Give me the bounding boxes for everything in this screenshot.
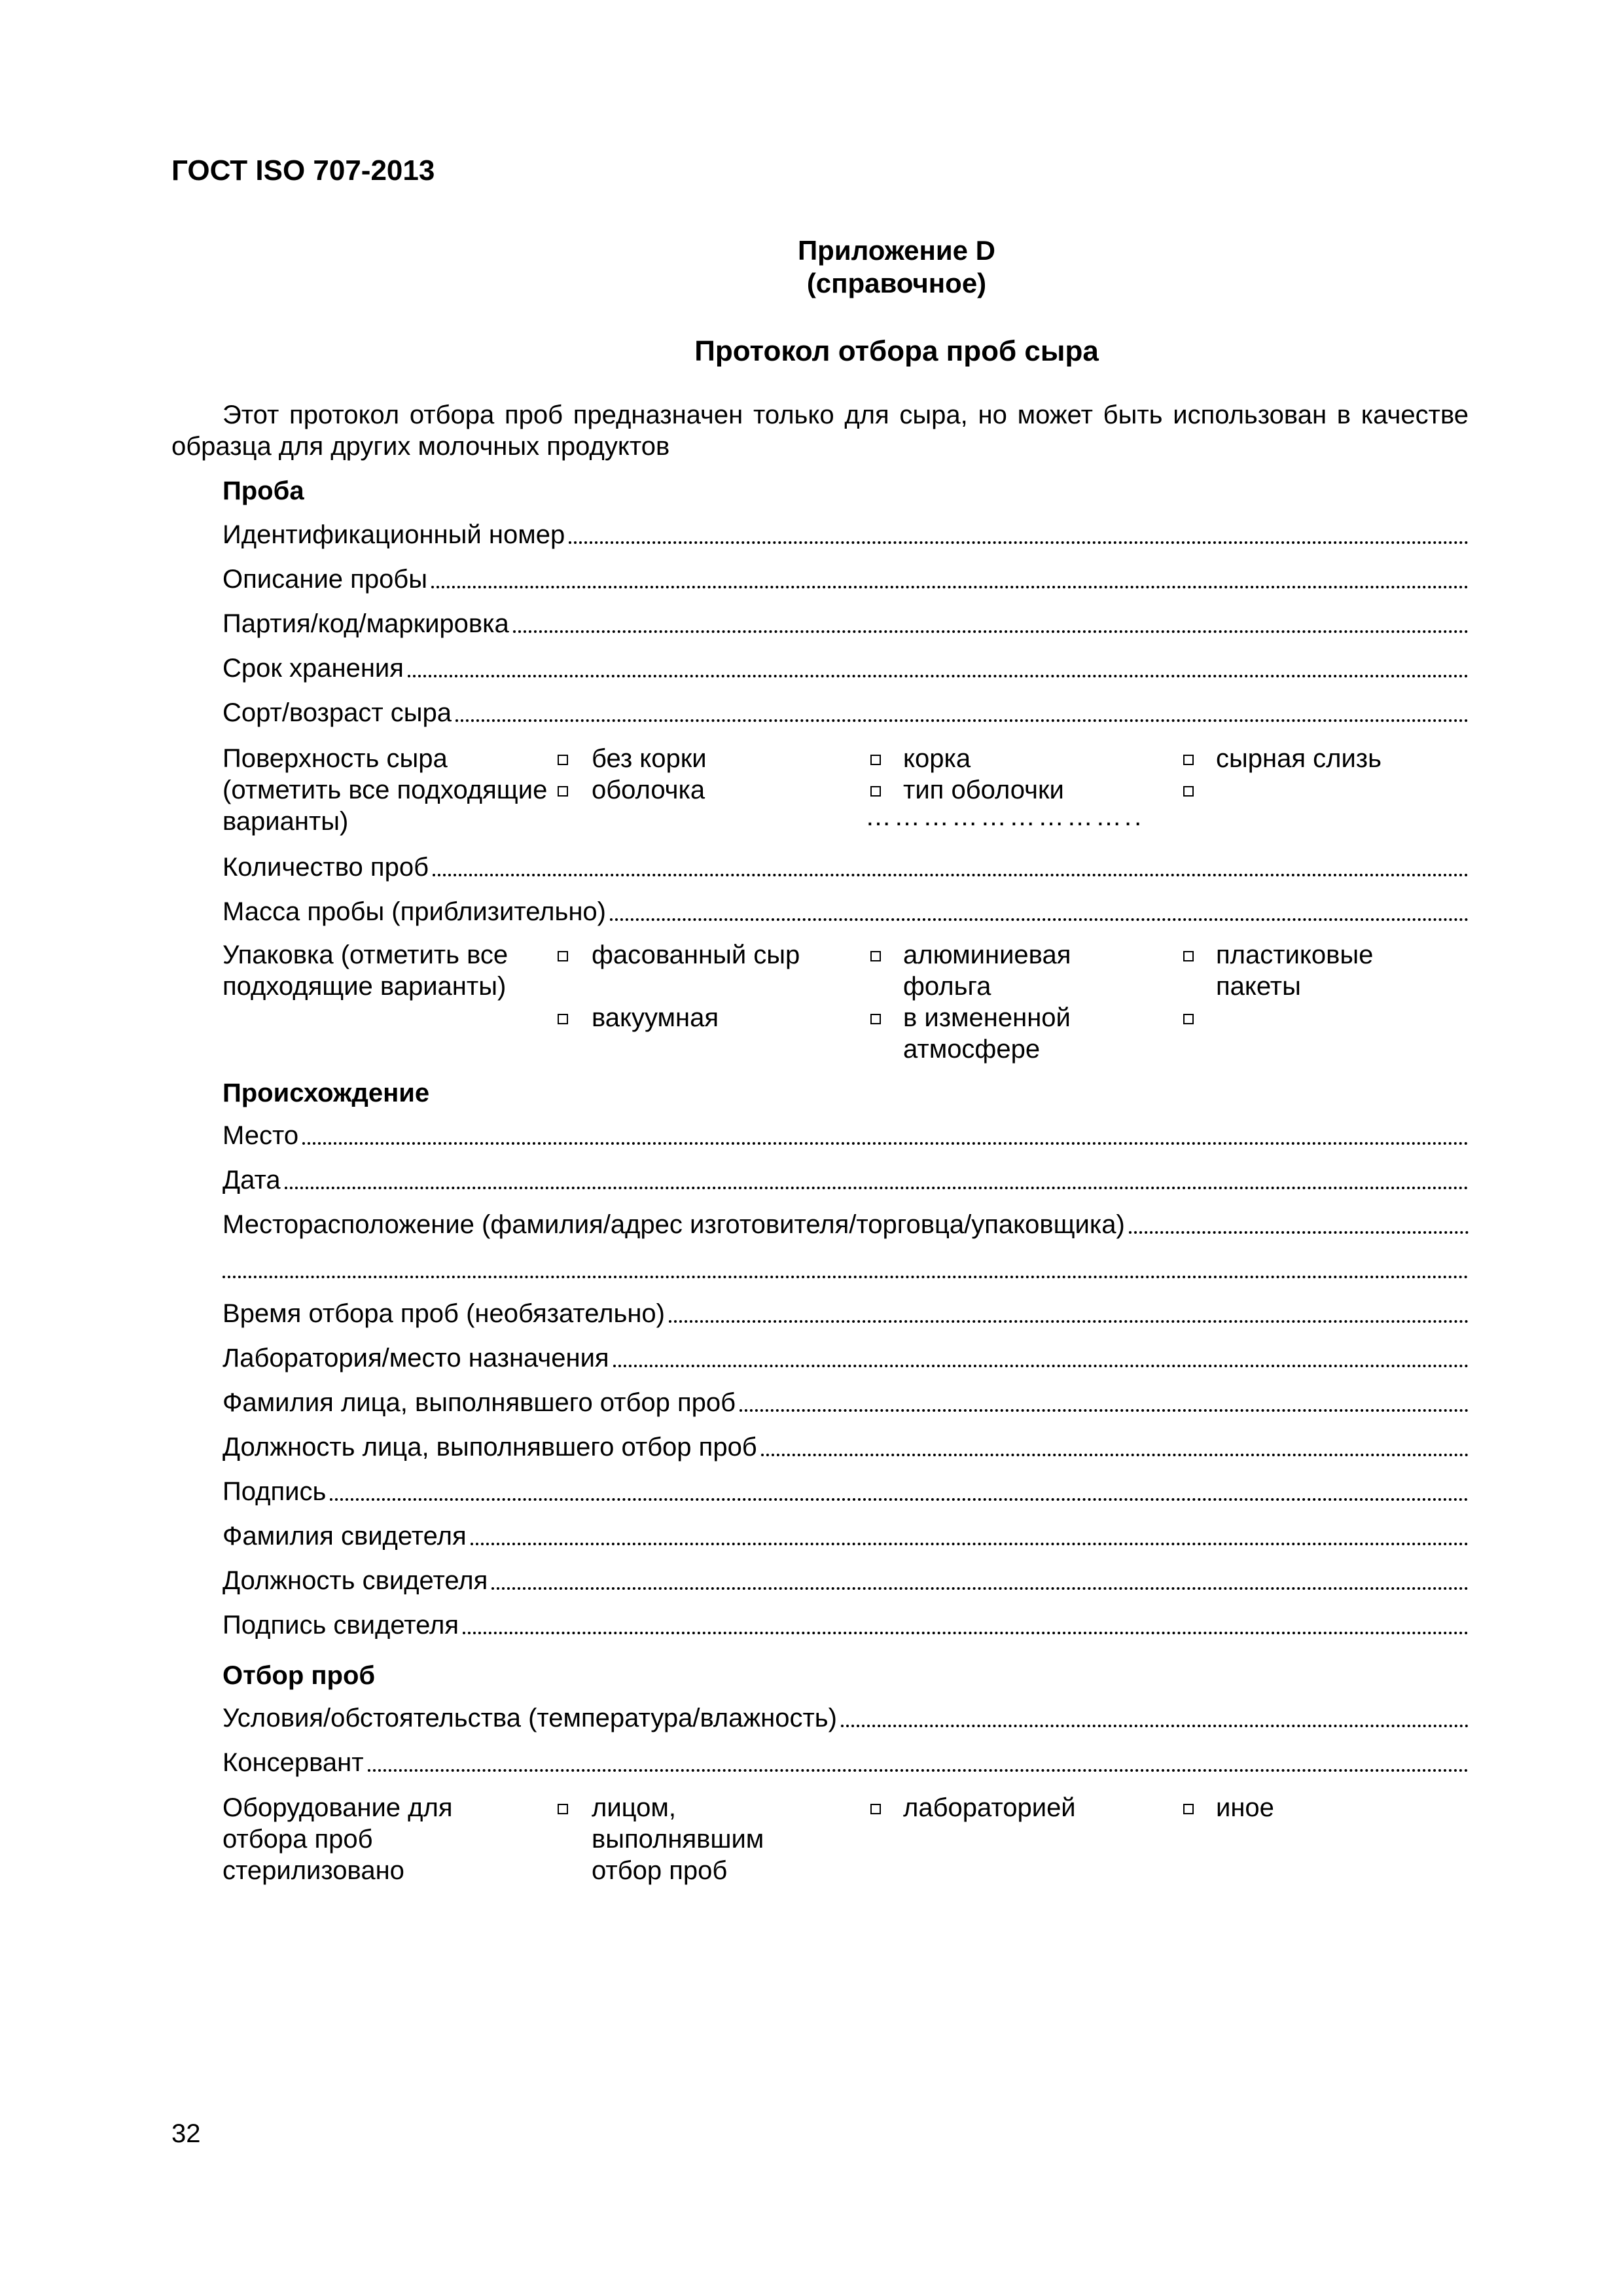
field-label: Партия/код/маркировка bbox=[223, 609, 509, 638]
fill-line bbox=[330, 1498, 1469, 1501]
field-date[interactable] bbox=[223, 1164, 1469, 1196]
section-heading-origin: Происхождение bbox=[223, 1079, 430, 1107]
checkbox-prepacked[interactable] bbox=[558, 951, 568, 961]
fill-line bbox=[368, 1769, 1469, 1772]
checkbox-casing-type[interactable] bbox=[870, 786, 881, 797]
equipment-group-label: Оборудование для отбора проб стерилизовано bbox=[223, 1793, 453, 1885]
fill-line bbox=[740, 1409, 1469, 1412]
fill-line bbox=[491, 1587, 1469, 1590]
field-sampling-time[interactable] bbox=[223, 1297, 1469, 1330]
fill-line bbox=[613, 1365, 1469, 1367]
fill-line bbox=[302, 1142, 1469, 1145]
field-label: Месторасположение (фамилия/адрес изготовителя/торговца/упаковщика) bbox=[223, 1210, 1125, 1239]
option-modified-atmosphere: в измененной атмосфере bbox=[903, 1003, 1071, 1064]
option-no-rind: без корки bbox=[592, 744, 707, 773]
fill-line bbox=[569, 541, 1469, 544]
field-label: Условия/обстоятельства (температура/влажность) bbox=[223, 1704, 837, 1732]
fill-line bbox=[463, 1632, 1469, 1634]
option-prepacked: фасованный сыр bbox=[592, 941, 800, 969]
fill-line bbox=[610, 918, 1469, 921]
field-label: Время отбора проб (необязательно) bbox=[223, 1299, 665, 1328]
fill-line bbox=[431, 586, 1469, 588]
option-rind: корка bbox=[903, 744, 971, 773]
fill-line bbox=[669, 1320, 1469, 1323]
fill-line bbox=[285, 1187, 1469, 1189]
field-label: Описание пробы bbox=[223, 565, 427, 594]
checkbox-packaging-other[interactable] bbox=[1183, 1014, 1194, 1024]
field-sample-quantity[interactable] bbox=[223, 851, 1469, 884]
surface-group-label: Поверхность сыра (отметить все подходящие варианты) bbox=[223, 744, 548, 836]
annex-subtitle: (справочное) bbox=[806, 268, 987, 298]
field-label: Фамилия свидетеля bbox=[223, 1522, 467, 1551]
field-label: Должность свидетеля bbox=[223, 1566, 488, 1595]
checkbox-rind[interactable] bbox=[870, 755, 881, 765]
field-label: Должность лица, выполнявшего отбор проб bbox=[223, 1433, 757, 1462]
field-label: Подпись bbox=[223, 1477, 327, 1506]
field-label: Идентификационный номер bbox=[223, 520, 565, 549]
option-by-sampler: лицом, выполнявшим отбор проб bbox=[592, 1793, 764, 1885]
fill-line bbox=[841, 1725, 1469, 1727]
fill-line bbox=[1129, 1231, 1469, 1234]
intro-paragraph: Этот протокол отбора проб предназначен только для сыра, но может быть использован в качестве образца для других молочных продуктов bbox=[171, 401, 1469, 461]
option-aluminium-foil: алюминиевая фольга bbox=[903, 941, 1071, 1001]
annex-title: Приложение D bbox=[797, 235, 996, 266]
checkbox-by-sampler[interactable] bbox=[558, 1804, 568, 1814]
option-plastic-bags: пластиковые пакеты bbox=[1216, 941, 1374, 1001]
field-shelf-life[interactable] bbox=[223, 652, 1469, 685]
checkbox-vacuum[interactable] bbox=[558, 1014, 568, 1024]
field-label: Место bbox=[223, 1121, 299, 1150]
field-location[interactable] bbox=[223, 1208, 1469, 1241]
checkbox-plastic-bags[interactable] bbox=[1183, 951, 1194, 961]
section-heading-sampling: Отбор проб bbox=[223, 1661, 376, 1690]
option-by-laboratory: лабораторией bbox=[903, 1793, 1076, 1822]
page-number: 32 bbox=[171, 2119, 201, 2148]
field-place[interactable] bbox=[223, 1119, 1469, 1152]
casing-type-fill-line[interactable]: ……………………….. bbox=[865, 802, 1145, 831]
field-id-number[interactable] bbox=[223, 518, 1469, 551]
field-label: Лаборатория/место назначения bbox=[223, 1344, 609, 1372]
field-witness-position[interactable] bbox=[223, 1564, 1469, 1597]
checkbox-equipment-other[interactable] bbox=[1183, 1804, 1194, 1814]
field-label: Масса пробы (приблизительно) bbox=[223, 897, 606, 926]
fill-line bbox=[455, 719, 1469, 722]
field-label: Фамилия лица, выполнявшего отбор проб bbox=[223, 1388, 736, 1417]
field-label: Срок хранения bbox=[223, 654, 404, 683]
checkbox-no-rind[interactable] bbox=[558, 755, 568, 765]
fill-line bbox=[761, 1454, 1469, 1456]
option-vacuum: вакуумная bbox=[592, 1003, 719, 1032]
option-casing: оболочка bbox=[592, 776, 705, 804]
option-casing-type: тип оболочки bbox=[903, 776, 1064, 804]
field-sampler-position[interactable] bbox=[223, 1431, 1469, 1463]
field-witness-signature[interactable] bbox=[223, 1609, 1469, 1641]
field-sampler-name[interactable] bbox=[223, 1386, 1469, 1419]
field-laboratory[interactable] bbox=[223, 1342, 1469, 1374]
field-sample-description[interactable] bbox=[223, 563, 1469, 596]
checkbox-by-laboratory[interactable] bbox=[870, 1804, 881, 1814]
fill-line bbox=[223, 1276, 1469, 1278]
protocol-title: Протокол отбора проб сыра bbox=[694, 335, 1099, 367]
checkbox-modified-atmosphere[interactable] bbox=[870, 1014, 881, 1024]
checkbox-casing[interactable] bbox=[558, 786, 568, 797]
packaging-group-label: Упаковка (отметить все подходящие варианты) bbox=[223, 941, 508, 1001]
field-batch-code[interactable] bbox=[223, 607, 1469, 640]
option-equipment-other: иное bbox=[1216, 1793, 1274, 1822]
checkbox-smear[interactable] bbox=[1183, 755, 1194, 765]
option-smear: сырная слизь bbox=[1216, 744, 1382, 773]
fill-line bbox=[408, 675, 1469, 677]
fill-line bbox=[513, 630, 1469, 633]
field-label: Подпись свидетеля bbox=[223, 1611, 459, 1640]
field-sample-mass[interactable] bbox=[223, 895, 1469, 928]
fill-line bbox=[433, 874, 1469, 876]
field-conditions[interactable] bbox=[223, 1702, 1469, 1734]
field-cheese-grade[interactable] bbox=[223, 696, 1469, 729]
field-preservative[interactable] bbox=[223, 1746, 1469, 1779]
document-code: ГОСТ ISO 707-2013 bbox=[171, 154, 435, 187]
checkbox-aluminium-foil[interactable] bbox=[870, 951, 881, 961]
field-label: Сорт/возраст сыра bbox=[223, 698, 452, 727]
field-signature[interactable] bbox=[223, 1475, 1469, 1508]
field-label: Дата bbox=[223, 1166, 281, 1194]
section-heading-sample: Проба bbox=[223, 476, 304, 505]
fill-line bbox=[471, 1543, 1469, 1545]
field-label: Консервант bbox=[223, 1748, 364, 1777]
checkbox-surface-other[interactable] bbox=[1183, 786, 1194, 797]
field-label: Количество проб bbox=[223, 853, 429, 882]
field-witness-name[interactable] bbox=[223, 1520, 1469, 1552]
field-location-continuation[interactable] bbox=[223, 1253, 1469, 1285]
